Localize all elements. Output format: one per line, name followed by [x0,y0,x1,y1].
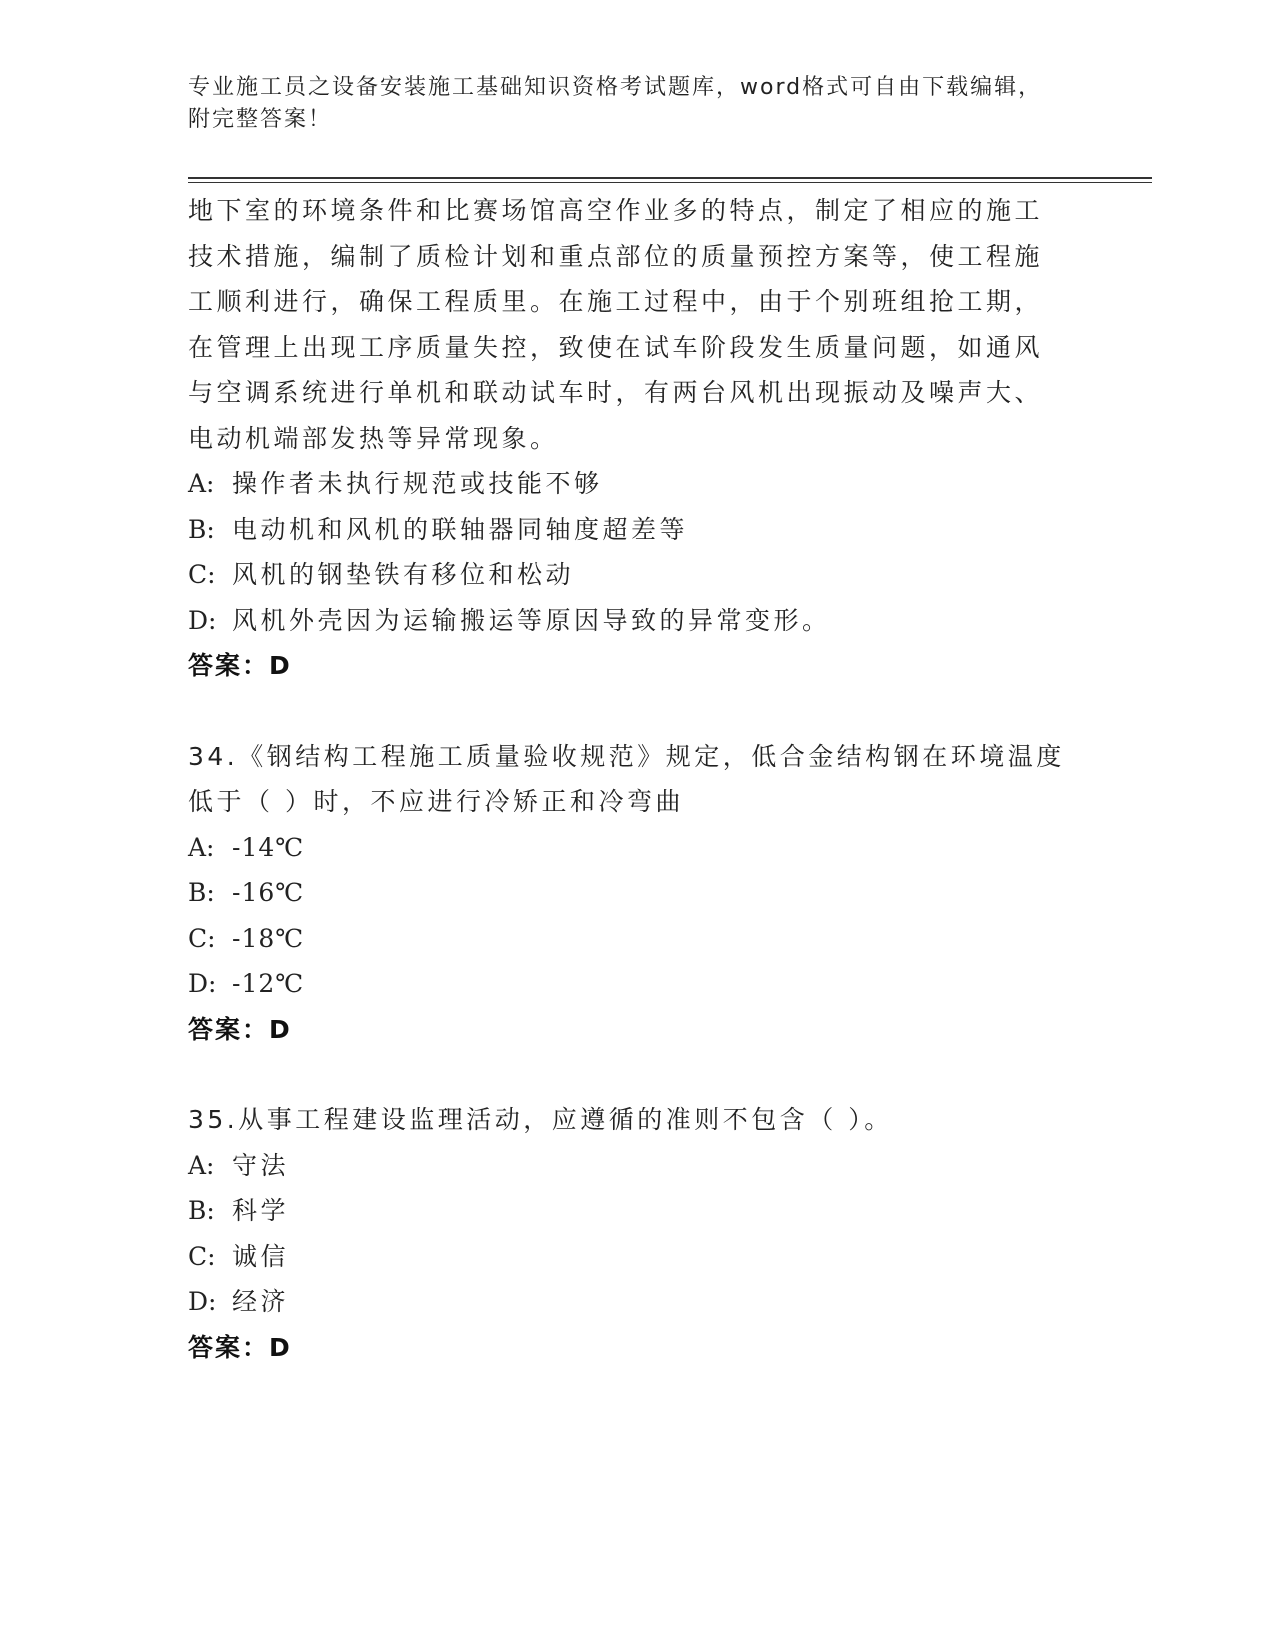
option-letter: A: [188,832,215,862]
header-divider-thin [188,182,1152,183]
question-text-line: 地下室的环境条件和比赛场馆高空作业多的特点，制定了相应的施工 [188,196,1044,225]
question-spacer [188,689,1088,734]
question-text-line: 35.从事工程建设监理活动，应遵循的准则不包含（ ）。 [188,1105,893,1134]
question-text-line: 工顺利进行，确保工程质里。在施工过程中，由于个别班组抢工期， [188,287,1044,316]
option-text: -16℃ [232,878,305,907]
option-letter: C: [188,923,216,953]
header-line-1: 专业施工员之设备安装施工基础知识资格考试题库，word格式可自由下载编辑， [188,75,1043,100]
question-text-line: 与空调系统进行单机和联动试车时，有两台风机出现振动及噪声大、 [188,378,1044,407]
option-letter: B: [188,1196,215,1225]
option-c [188,552,1088,598]
option-text: 风机外壳因为运输搬运等原因导致的异常变形。 [232,605,831,635]
option-letter: D: [188,605,217,635]
option-d [188,961,1088,1007]
option-text: 诚信 [232,1241,290,1271]
option-b [188,507,1088,553]
option-c [188,916,1088,962]
option-text: -12℃ [232,969,305,998]
option-text: 风机的钢垫铁有移位和松动 [232,560,575,589]
question-34 [188,734,1088,1053]
question-text-line: 电动机端部发热等异常现象。 [188,423,559,453]
header-divider-thick [188,177,1152,179]
option-b [188,870,1088,916]
option-letter: C: [188,560,216,589]
option-b [188,1188,1088,1234]
answer-line: 答案：D [188,1332,292,1362]
option-text: 守法 [232,1150,290,1180]
question-text-line: 技术措施，编制了质检计划和重点部位的质量预控方案等，使工程施 [188,241,1044,271]
option-letter: A: [188,1150,215,1180]
question-content [188,188,1088,1370]
option-text: 操作者未执行规范或技能不够 [232,469,603,498]
option-text: -18℃ [232,923,305,953]
option-letter: B: [188,514,215,544]
question-text-line: 低于（ ）时，不应进行冷矫正和冷弯曲 [188,787,684,816]
question-spacer [188,1052,1088,1097]
option-text: 科学 [232,1196,290,1225]
document-header [188,72,1088,136]
answer-line: 答案：D [188,1014,292,1044]
option-d [188,598,1088,644]
option-a [188,1143,1088,1189]
option-d [188,1279,1088,1325]
question-33-continued [188,188,1088,689]
option-letter: D: [188,969,217,998]
option-letter: C: [188,1241,216,1271]
question-35 [188,1097,1088,1370]
header-line-2: 附完整答案！ [188,107,333,132]
option-a [188,461,1088,507]
option-letter: D: [188,1287,217,1316]
option-letter: A: [188,469,215,498]
question-text-line: 在管理上出现工序质量失控，致使在试车阶段发生质量问题，如通风 [188,332,1044,362]
option-letter: B: [188,878,215,907]
option-c [188,1234,1088,1280]
option-a [188,825,1088,871]
option-text: -14℃ [232,832,305,862]
option-text: 经济 [232,1287,290,1316]
answer-line: 答案：D [188,651,292,680]
question-text-line: 34.《钢结构工程施工质量验收规范》规定，低合金结构钢在环境温度 [188,741,1065,771]
option-text: 电动机和风机的联轴器同轴度超差等 [232,514,689,544]
